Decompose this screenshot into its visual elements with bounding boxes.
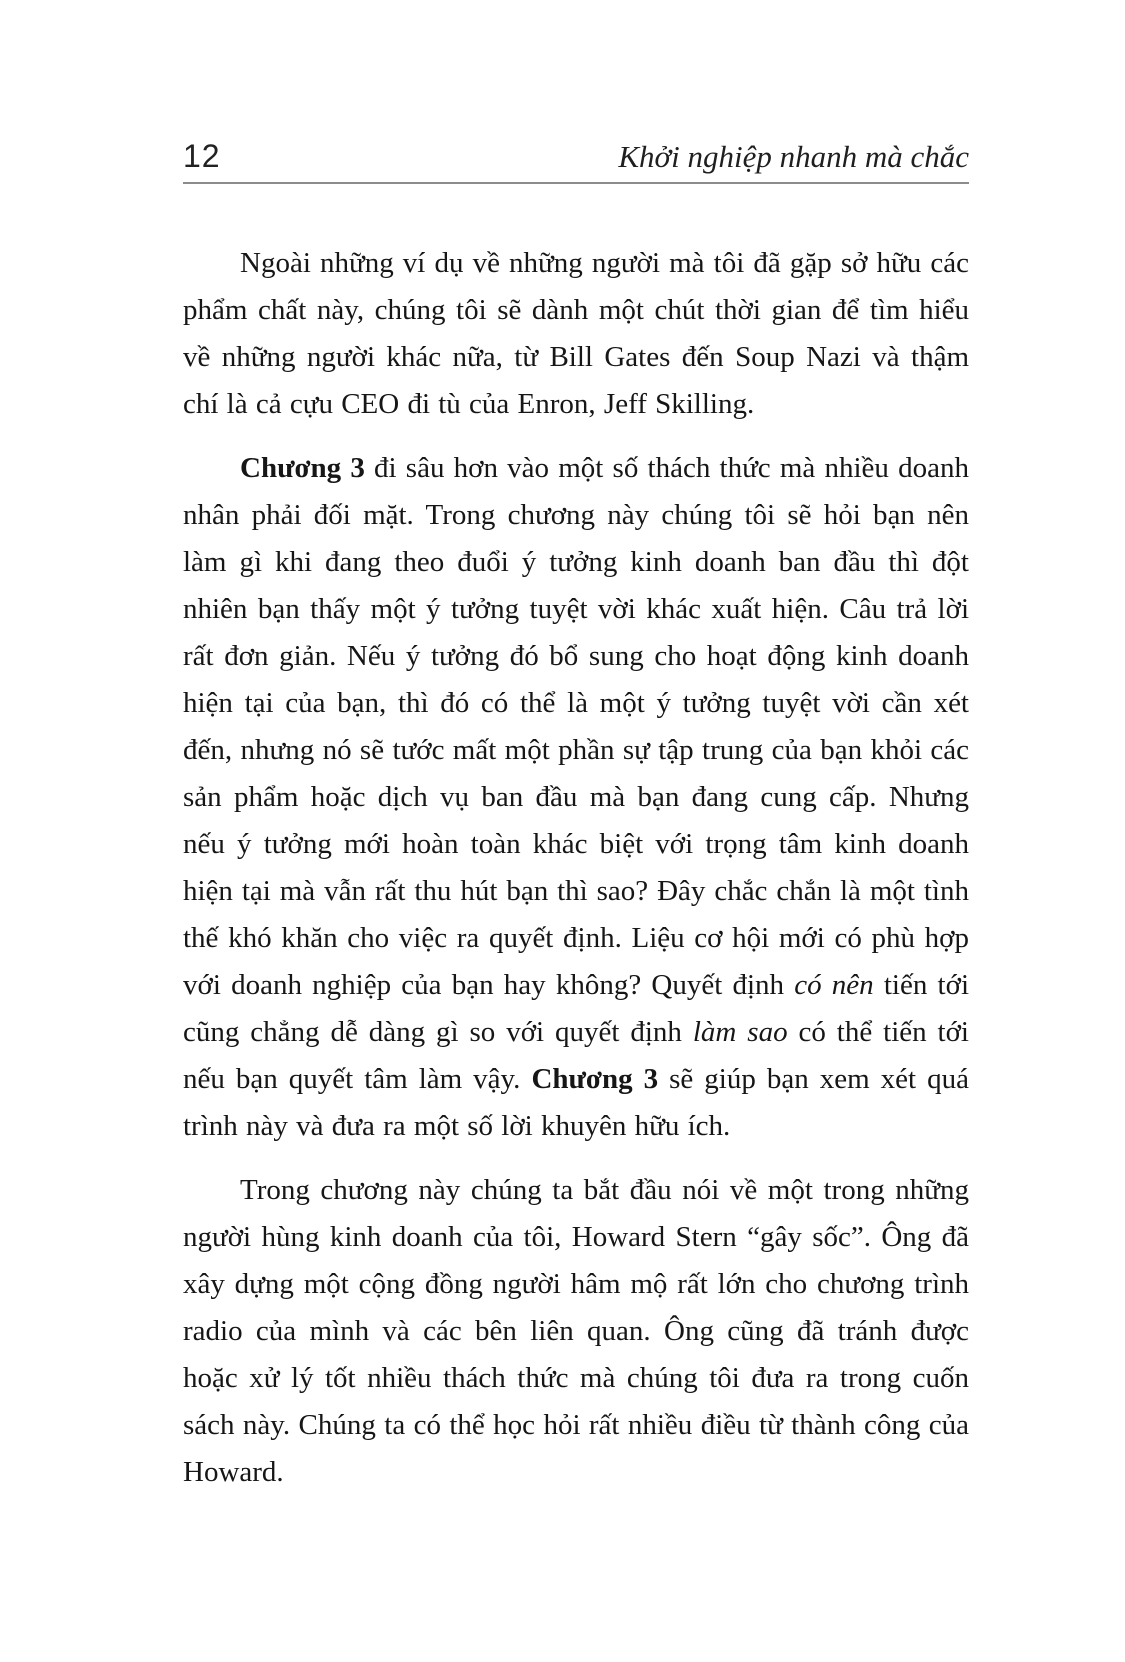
paragraph bbox=[183, 445, 969, 1150]
text-run: đi sâu hơn vào một số thách thức mà nhiều doanh nhân phải đối mặt. Trong chương này chúng tôi sẽ hỏi bạn nên làm gì khi đang theo đuổi ý tưởng kinh doanh ban đầu thì đột nhiên bạn thấy một ý tưởng tuyệt vời khác xuất hiện. Câu trả lời rất đơn giản. Nếu ý tưởng đó bổ sung cho hoạt động kinh doanh hiện tại của bạn, thì đó có thể là một ý tưởng tuyệt vời cần xét đến, nhưng nó sẽ tước mất một phần sự tập trung của bạn khỏi các sản phẩm hoặc dịch vụ ban đầu mà bạn đang cung cấp. Nhưng nếu ý tưởng mới hoàn toàn khác biệt với trọng tâm kinh doanh hiện tại mà vẫn rất thu hút bạn thì sao? Đây chắc chắn là một tình thế khó khăn cho việc ra quyết định. Liệu cơ hội mới có phù hợp với doanh nghiệp của bạn hay không? Quyết định bbox=[183, 452, 969, 1001]
paragraph bbox=[183, 1167, 969, 1496]
text-run: sẽ giúp bạn xem xét quá trình này và đưa ra một số lời khuyên hữu ích. bbox=[183, 1063, 969, 1142]
page-number: 12 bbox=[183, 138, 221, 174]
text-run-italic: làm sao bbox=[692, 1016, 788, 1048]
header-rule bbox=[183, 182, 969, 184]
text-run: Ngoài những ví dụ về những người mà tôi đã gặp sở hữu các phẩm chất này, chúng tôi sẽ dành một chút thời gian để tìm hiểu về những người khác nữa, từ Bill Gates đến Soup Nazi và thậm chí là cả cựu CEO đi tù của Enron, Jeff Skilling. bbox=[183, 247, 969, 420]
page-body bbox=[183, 240, 969, 1513]
text-run-italic: có nên bbox=[794, 969, 874, 1001]
text-run: có thể tiến tới nếu bạn quyết tâm làm vậy. bbox=[183, 1016, 969, 1095]
text-run: Trong chương này chúng ta bắt đầu nói về một trong những người hùng kinh doanh của tôi, Howard Stern “gây sốc”. Ông đã xây dựng một cộng đồng người hâm mộ rất lớn cho chương trình radio của mình và các bên liên quan. Ông cũng đã tránh được hoặc xử lý tốt nhiều thách thức mà chúng tôi đưa ra trong cuốn sách này. Chúng ta có thể học hỏi rất nhiều điều từ thành công của Howard. bbox=[183, 1174, 969, 1488]
text-run: tiến tới cũng chẳng dễ dàng gì so với quyết định bbox=[183, 969, 969, 1048]
page-header bbox=[183, 138, 969, 175]
running-title: Khởi nghiệp nhanh mà chắc bbox=[618, 139, 969, 174]
text-run-bold: Chương 3 bbox=[531, 1063, 659, 1095]
paragraph bbox=[183, 240, 969, 428]
text-run-bold: Chương 3 bbox=[240, 452, 365, 484]
